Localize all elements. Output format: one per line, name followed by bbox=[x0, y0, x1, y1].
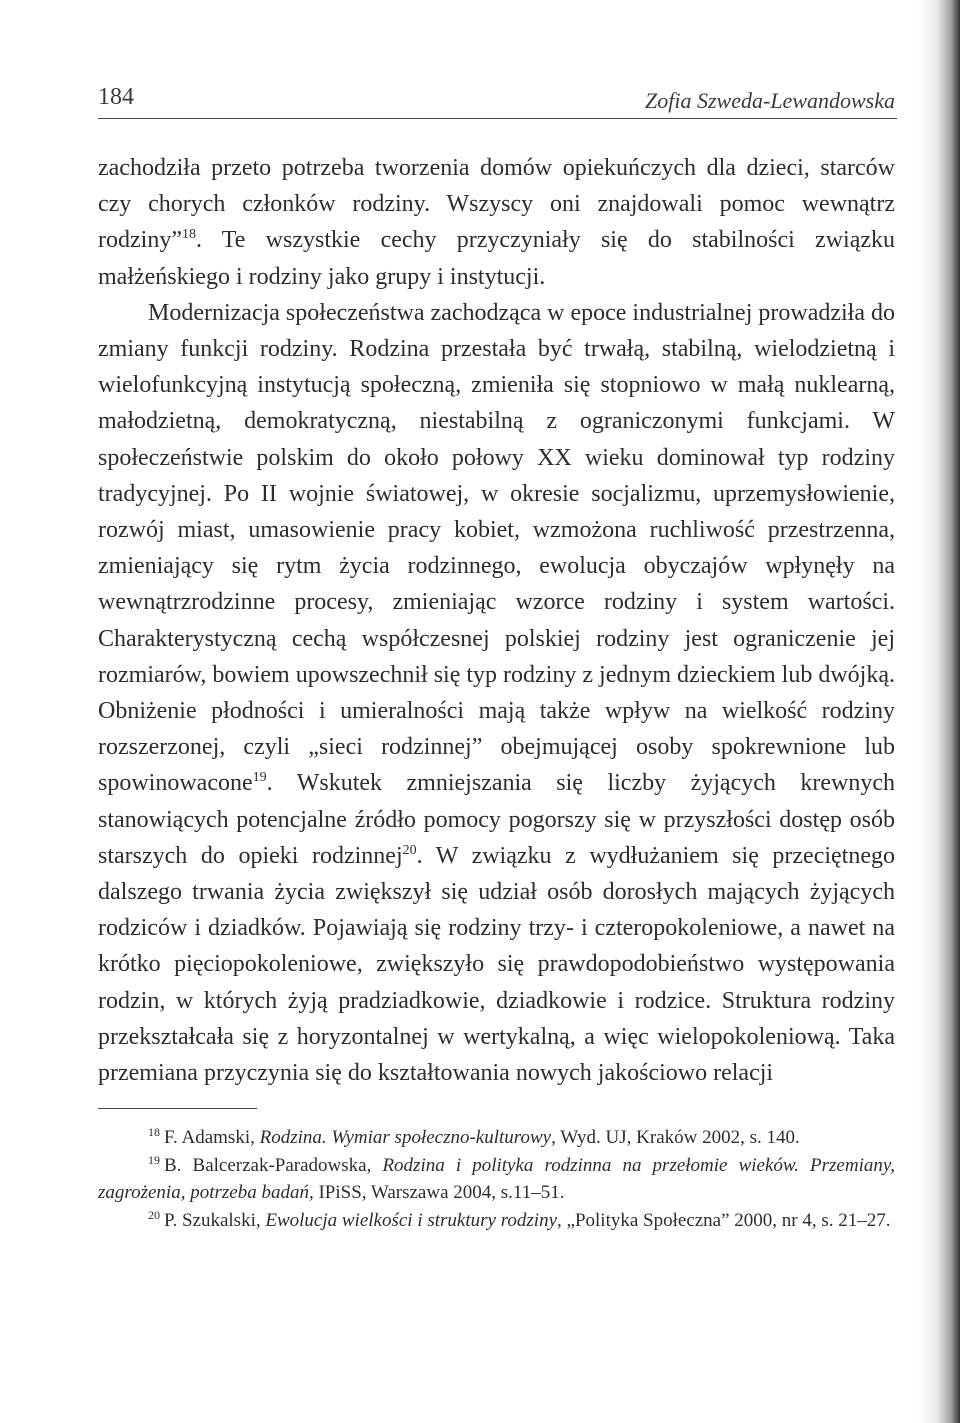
footnote-publication: , Wyd. UJ, Kraków 2002, s. 140. bbox=[551, 1127, 800, 1148]
footnote-separator bbox=[98, 1108, 257, 1109]
footnote-title: Rodzina i polityka rodzinna na przełomie wieków. Przemiany, zagrożenia, potrzeba badań bbox=[98, 1154, 895, 1203]
paragraph-1-text-b: . Te wszystkie cechy przyczyniały się do stabilności związku małżeńskiego i rodziny jako grupy i instytucji. bbox=[98, 227, 895, 290]
scan-edge-shadow bbox=[918, 0, 960, 1423]
footnote-19 bbox=[98, 1152, 895, 1207]
page-header bbox=[98, 84, 895, 118]
footnote-18 bbox=[98, 1124, 895, 1152]
page-number: 184 bbox=[98, 84, 134, 110]
footnote-number: 20 bbox=[148, 1207, 160, 1222]
footnote-publication: , IPiSS, Warszawa 2004, s.11–51. bbox=[308, 1182, 565, 1203]
paragraph-2-text-c: . W związku z wydłużaniem się przeciętnego dalszego trwania życia zwiększył się udział osób dorosłych mających żyjących rodziców i dziadków. Pojawiają się rodziny trzy- i czteropokoleniowe, a nawet na krótko pięciopokoleniowe, zwiększyło się prawdopodobieństwo występowania rodzin, w których żyją pradziadkowie, dziadkowie i rodzice. Struktura rodziny przekształcała się z horyzontalnej w wertykalną, a więc wielopokoleniową. Taka przemiana przyczynia się do kształtowania nowych jakościowo relacji bbox=[98, 842, 896, 1087]
footnotes bbox=[98, 1124, 895, 1234]
footnote-ref-19: 19 bbox=[252, 770, 267, 786]
footnote-20 bbox=[98, 1207, 895, 1235]
footnote-number: 19 bbox=[148, 1152, 160, 1167]
paragraph-1 bbox=[98, 150, 895, 295]
footnote-ref-18: 18 bbox=[181, 227, 196, 243]
footnote-title: Rodzina. Wymiar społeczno-kulturowy bbox=[259, 1127, 552, 1148]
footnote-number: 18 bbox=[148, 1125, 160, 1139]
running-head-author: Zofia Szweda-Lewandowska bbox=[645, 88, 895, 113]
header-rule bbox=[98, 118, 897, 119]
footnote-author: B. Balcerzak-Paradowska, bbox=[164, 1154, 383, 1176]
footnote-author: P. Szukalski, bbox=[164, 1209, 266, 1231]
paragraph-2-text-a: Modernizacja społeczeństwa zachodząca w epoce industrialnej prowadziła do zmiany funkcji rodziny. Rodzina przestała być trwałą, stabilną, wielodzietną i wielofunkcyjną instytucją społeczną, zmieniła się stopniowo w małą nuklearną, małodzietną, demokratyczną, niestabilną z ograniczonymi funkcjami. W społeczeństwie polskim do około połowy XX wieku dominował typ rodziny tradycyjnej. Po II wojnie światowej, w okresie socjalizmu, uprzemysłowienie, rozwój miast, umasowienie pracy kobiet, wzmożona ruchliwość przestrzenna, zmieniający się rytm życia rodzinnego, ewolucja obyczajów wpłynęły na wewnątrzrodzinne procesy, zmieniając wzorce rodziny i system wartości. Charakterystyczną cechą współczesnej polskiej rodziny jest ograniczenie jej rozmiarów, bowiem upowszechnił się typ rodziny z jednym dzieckiem lub dwójką. Obniżenie płodności i umieralności mają także wpływ na wielkość rodziny rozszerzonej, czyli „sieci rodzinnej” obejmującej osoby spokrewnione lub spowinowacone bbox=[98, 299, 895, 797]
footnote-publication: , „Polityka Społeczna” 2000, nr 4, s. 21–27. bbox=[557, 1209, 891, 1231]
paragraph-1-text-a: zachodziła przeto potrzeba tworzenia domów opiekuńczych dla dzieci, starców czy chorych członków rodziny. Wszyscy oni znajdowali pomoc wewnątrz rodziny” bbox=[98, 155, 895, 254]
footnote-author: F. Adamski, bbox=[164, 1127, 260, 1148]
paragraph-2-text-b: . Wskutek zmniejszania się liczby żyjących krewnych stanowiących potencjalne źródło pomocy pogorszy się w przyszłości dostęp osób starszych do opieki rodzinnej bbox=[98, 770, 895, 869]
paragraph-2 bbox=[98, 295, 895, 1091]
main-text bbox=[98, 150, 895, 1091]
footnote-title: Ewolucja wielkości i struktury rodziny bbox=[265, 1209, 558, 1231]
footnote-ref-20: 20 bbox=[402, 842, 417, 858]
